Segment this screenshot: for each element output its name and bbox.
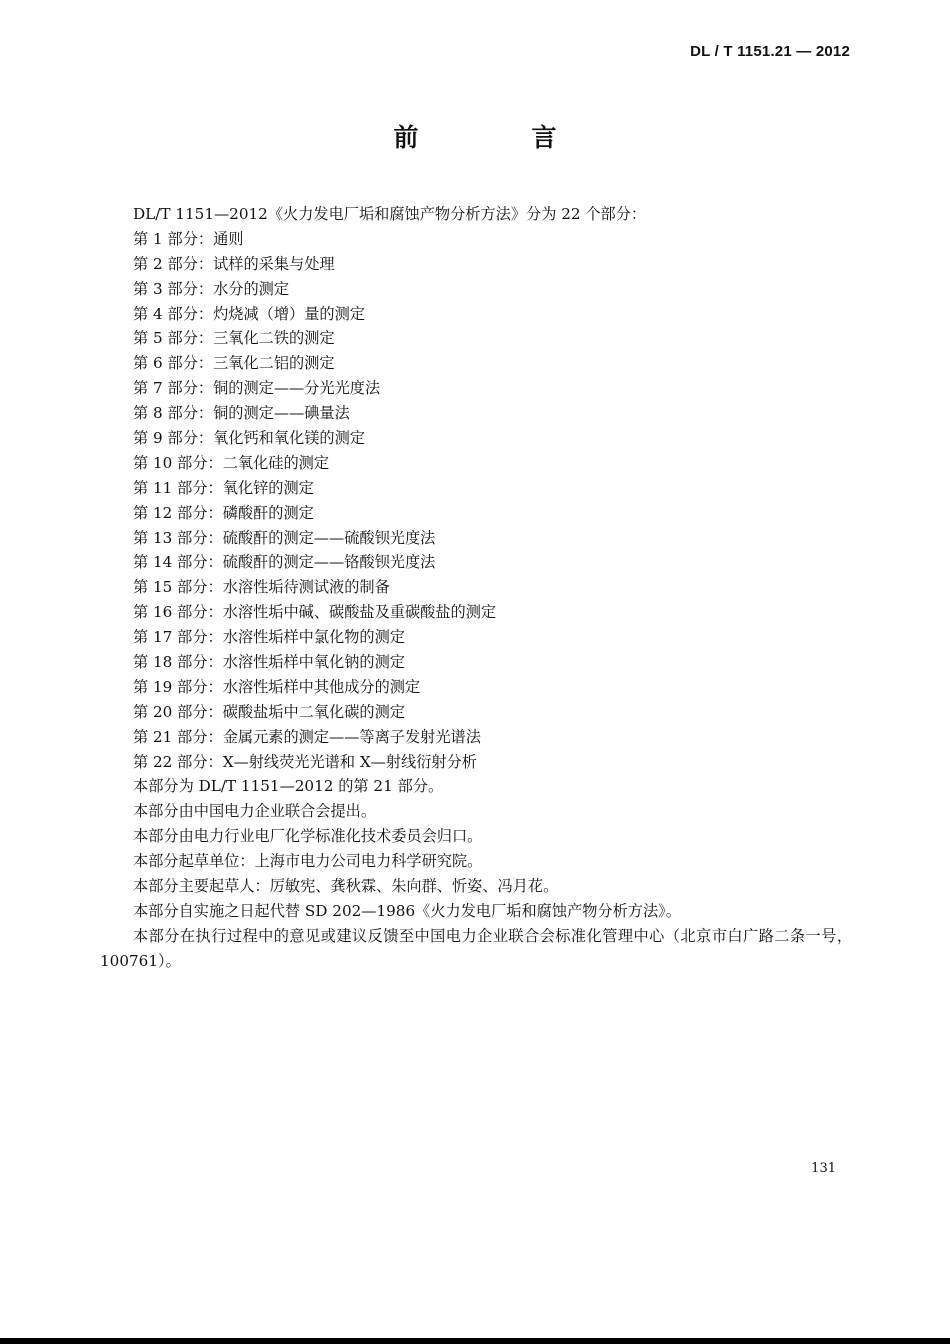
statement-line: 本部分起草单位：上海市电力公司电力科学研究院。 <box>133 852 483 871</box>
list-item: 第 2 部分：试样的采集与处理 <box>133 254 335 273</box>
statement-line: 本部分由电力行业电厂化学标准化技术委员会归口。 <box>133 827 483 846</box>
list-item: 第 6 部分：三氧化二铝的测定 <box>133 354 335 373</box>
list-item: 第 1 部分：通则 <box>133 229 244 248</box>
list-item: 第 20 部分：碳酸盐垢中二氧化碳的测定 <box>133 702 405 721</box>
page-bottom-border <box>0 1338 950 1344</box>
intro-line: DL/T 1151—2012《火力发电厂垢和腐蚀产物分析方法》分为 22 个部分： <box>133 205 647 223</box>
list-item: 第 9 部分：氧化钙和氧化镁的测定 <box>133 429 365 448</box>
page-title: 前 言 <box>393 123 601 152</box>
list-item: 第 5 部分：三氧化二铁的测定 <box>133 329 335 348</box>
list-item: 第 13 部分：硫酸酐的测定——硫酸钡光度法 <box>133 528 436 547</box>
list-item: 第 4 部分：灼烧减（增）量的测定 <box>133 304 365 323</box>
list-item: 第 14 部分：硫酸酐的测定——铬酸钡光度法 <box>133 553 436 572</box>
list-item: 第 3 部分：水分的测定 <box>133 279 290 298</box>
parts-list <box>100 227 852 775</box>
list-item: 第 12 部分：磷酸酐的测定 <box>133 503 314 522</box>
statements <box>100 774 852 923</box>
list-item: 第 22 部分：X—射线荧光光谱和 X—射线衍射分析 <box>133 752 477 771</box>
statement-line: 本部分由中国电力企业联合会提出。 <box>133 802 376 821</box>
list-item: 第 19 部分：水溶性垢样中其他成分的测定 <box>133 677 421 696</box>
feedback-paragraph: 本部分在执行过程中的意见或建议反馈至中国电力企业联合会标准化管理中心（北京市白广路二条一号，100761）。 <box>100 926 852 970</box>
list-item: 第 15 部分：水溶性垢待测试液的制备 <box>133 578 390 597</box>
list-item: 第 17 部分：水溶性垢样中氯化物的测定 <box>133 628 405 647</box>
statement-line: 本部分主要起草人：厉敏宪、龚秋霖、朱向群、忻姿、冯月花。 <box>133 877 559 896</box>
list-item: 第 10 部分：二氧化硅的测定 <box>133 453 330 472</box>
page-number: 131 <box>811 1161 836 1176</box>
list-item: 第 11 部分：氧化锌的测定 <box>133 478 314 497</box>
list-item: 第 16 部分：水溶性垢中碱、碳酸盐及重碳酸盐的测定 <box>133 603 497 622</box>
foreword-body <box>100 202 852 974</box>
list-item: 第 7 部分：铜的测定——分光光度法 <box>133 379 381 398</box>
list-item: 第 18 部分：水溶性垢样中氧化钠的测定 <box>133 653 405 672</box>
standard-code: DL / T 1151.21 — 2012 <box>690 43 850 60</box>
list-item: 第 8 部分：铜的测定——碘量法 <box>133 404 350 423</box>
list-item: 第 21 部分：金属元素的测定——等离子发射光谱法 <box>133 727 481 746</box>
statement-line: 本部分为 DL/T 1151—2012 的第 21 部分。 <box>133 777 444 796</box>
statement-line: 本部分自实施之日起代替 SD 202—1986《火力发电厂垢和腐蚀产物分析方法》。 <box>133 901 681 920</box>
